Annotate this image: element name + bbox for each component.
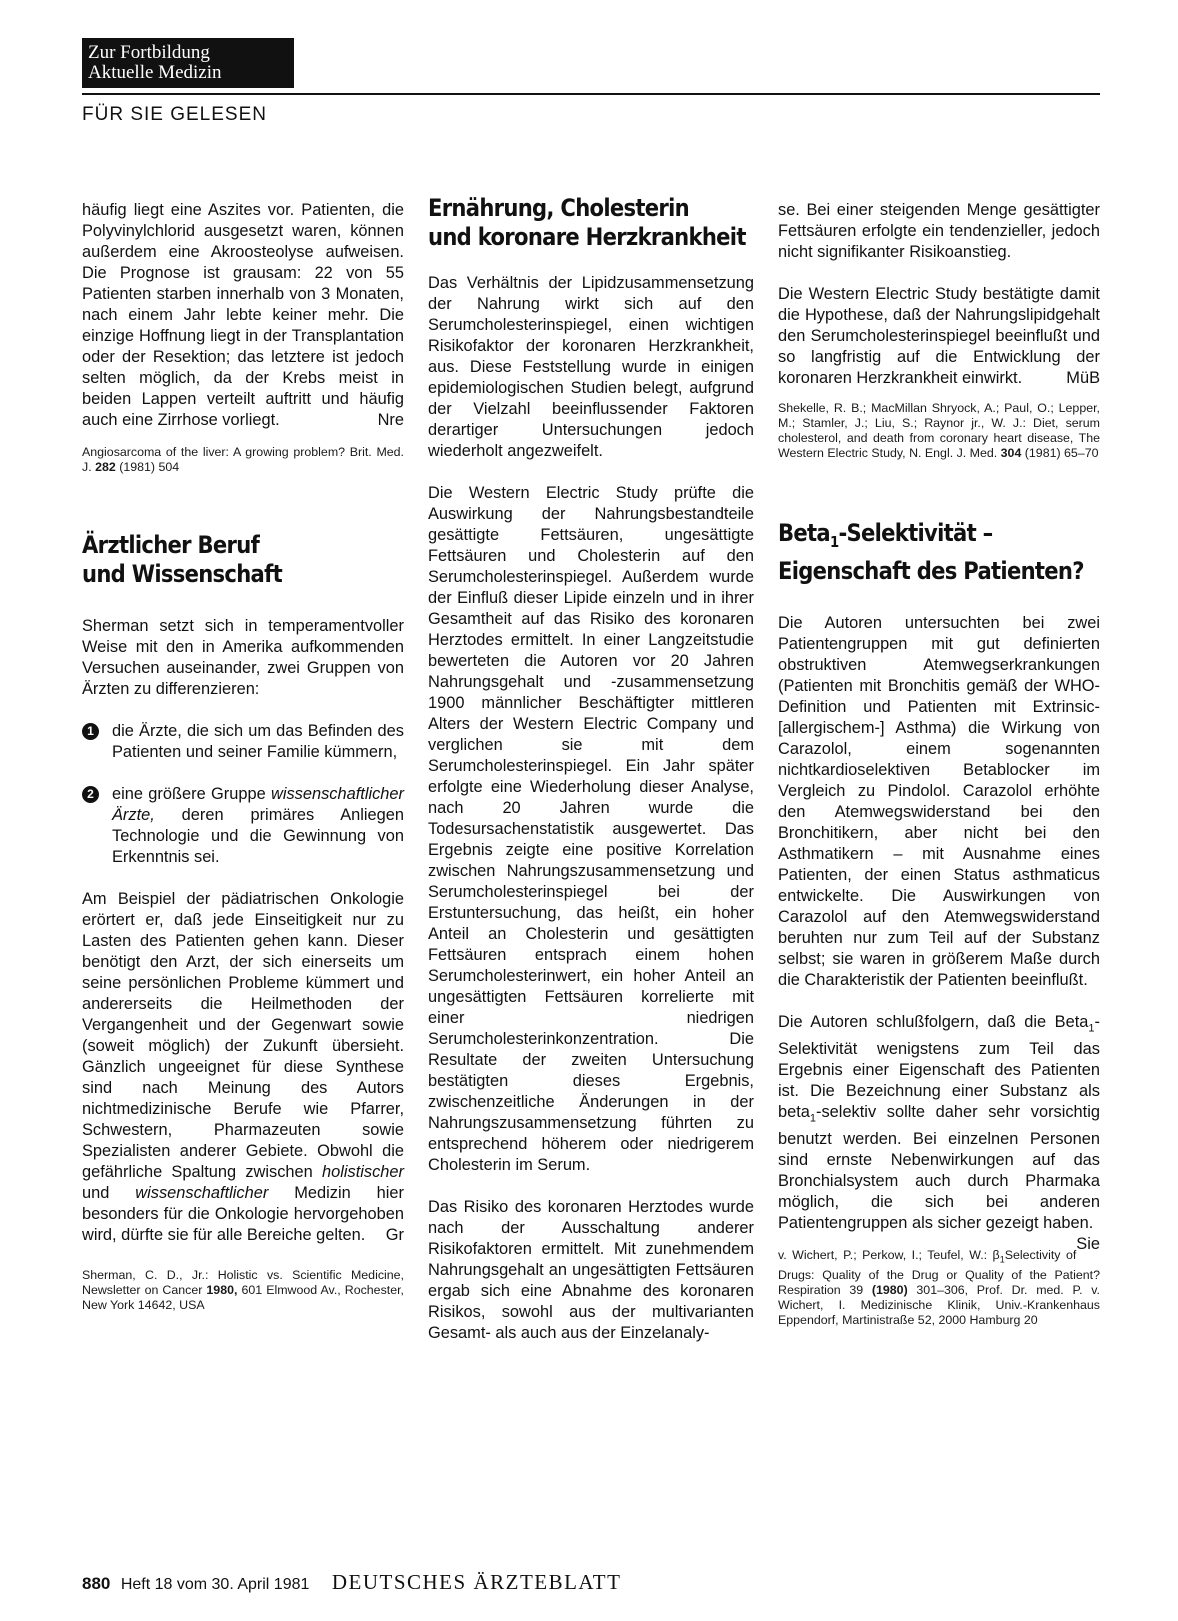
- article-text: Die Western Electric Study prüfte die Auswirkung der Nahrungsbestandteile gesättigte Fettsäuren, ungesättigte Fettsäuren und Cholesterin auf den Serumcholesterinspiegel. Außerdem wurde der Einfluß dieser Lipide einzeln und in ihrer Gesamtheit auf das Risiko des koronaren Herztodes ermittelt. In einer Langzeitstudie bewerteten die Autoren vor 20 Jahren Nahrungsgehalt und -zusammensetzung 1900 männlicher Beschäftigter mittleren Alters der Western Electric Company und verglichen sie mit dem Serumcholesterinspiegel. Ein Jahr später erfolgte eine Wiederholung dieser Analyse, nach 20 Jahren wurde die Todesursachenstatistik ausgewertet. Das Ergebnis zeigte eine positive Korrelation zwischen Nahrungszusammensetzung und Serumcholesterinspiegel bei der Erstuntersuchung, das heißt, ein hoher Anteil an Cholesterin und gesättigten Fettsäuren entsprach einem hohen Serumcholesterinwert, ein hoher Anteil an ungesättigten Fettsäuren korrelierte mit einer niedrigen Serumcholesterinkonzentration. Die Resultate der zweiten Untersuchung bestätigten dieses Ergebnis, zwischenzeitliche Änderungen in der Nahrungszusammensetzung führten zu entsprechend höherem oder niedrigerem Cholesterin im Serum.: [428, 484, 754, 1174]
- journal-name: DEUTSCHES ÄRZTEBLATT: [331, 1570, 622, 1594]
- article-text: Die Autoren untersuchten bei zwei Patientengruppen mit gut definierten obstruktiven Atemwegserkrankungen (Patienten mit Bronchitis gemäß der WHO-Definition und Patienten mit Extrinsic-[allergischem-] Asthma) die Wirkung von Carazolol, einem sogenannten nichtkardioselektiven Betablocker im Vergleich zu Pindolol. Carazolol erhöhte den Atemwegswiderstand bei den Bronchitikern, aber nicht bei den Asthmatikern – mit Ausnahme eines Patienten, der einen Status asthmaticus entwickelte. Die Auswirkungen von Carazolol auf den Atemwegswiderstand beruhten nur zum Teil auf der Substanz selbst; sie waren in größerem Maße durch die Charakteristik der Patienten beeinflußt.: [778, 613, 1100, 989]
- reference: Sherman, C. D., Jr.: Holistic vs. Scientific Medicine, Newsletter on Cancer 1980, 601 Elmwood Av., Rochester, New York 14642, USA: [82, 1268, 404, 1312]
- list-item-text: die Ärzte, die sich um das Befinden des Patienten und seiner Familie kümmern,: [112, 722, 404, 761]
- reference: Angiosarcoma of the liver: A growing problem? Brit. Med. J. 282 (1981) 504: [82, 445, 404, 474]
- reference: v. Wichert, P.; Perkow, I.; Teufel, W.: $\beta_1Selectivity$ of Drugs: Quality of the Drug or Quality of the Patient? Respiration 39 (1980) 301–306, Prof. Dr. med. P. v. Wichert, I. Medizinische Klinik, Univ.-Krankenhaus Eppendorf, Martinistraße 52, 2000 Hamburg 20: [778, 1248, 1100, 1327]
- list-item: [82, 784, 404, 868]
- article-text: Sherman setzt sich in temperamentvoller Weise mit den in Amerika aufkommenden Versuchen auseinander, zwei Gruppen von Ärzten zu differenzieren:: [82, 617, 404, 698]
- column-1: [82, 200, 404, 1313]
- section-label-line2: Aktuelle Medizin: [88, 62, 222, 83]
- author-initials: Sie: [1076, 1235, 1100, 1254]
- section-label-line1: Zur Fortbildung: [88, 42, 210, 63]
- article-text: Das Verhältnis der Lipidzusammensetzung der Nahrung wirkt sich auf den Serumcholesterinspiegel, einen wichtigen Risikofaktor der koronaren Herzkrankheit, aus. Diese Feststellung wurde in einigen epidemiologischen Studien belegt, aufgrund der Vielzahl beeinflussender Faktoren derartiger Untersuchungen jedoch wiederholt angezweifelt.: [428, 274, 754, 460]
- page-number: 880: [82, 1574, 111, 1593]
- article-headline: Ärztlicher Beruf und Wissenschaft: [82, 531, 282, 588]
- bullet-number-1: 1: [82, 723, 99, 740]
- author-initials: MüB: [1066, 369, 1100, 387]
- column-2: [428, 194, 754, 1344]
- section-label: [82, 38, 294, 88]
- bullet-number-2: 2: [82, 786, 99, 803]
- article-text: Das Risiko des koronaren Herztodes wurde nach der Ausschaltung anderer Risikofaktoren ermittelt. Mit zunehmendem Nahrungsgehalt an ungesättigten Fettsäuren ergab sich eine Abnahme des koronaren Risikos, sowohl aus der multivarianten Gesamt- als auch aus der Einzelanaly-: [428, 1198, 754, 1342]
- column-3: [778, 200, 1100, 1328]
- kicker: FÜR SIE GELESEN: [82, 104, 267, 125]
- header-rule: [82, 93, 1100, 95]
- article-text: häufig liegt eine Aszites vor. Patienten, die Polyvinylchlorid ausgesetzt waren, können außerdem eine Akroosteolyse aufweisen. Die Prognose ist grausam: 22 von 55 Patienten starben innerhalb von 3 Monaten, nach einem Jahr lebte keiner mehr. Die einzige Hoffnung liegt in der Transplantation oder der Resektion; das letztere ist jedoch selten möglich, da der Krebs meist in beiden Lappen verteilt auftritt und häufig auch eine Zirrhose vorliegt. Nre: [82, 201, 404, 429]
- article-headline: Ernährung, Cholesterin und koronare Herzkrankheit: [428, 194, 746, 251]
- list-item: [82, 721, 404, 763]
- article-text: se. Bei einer steigenden Menge gesättigter Fettsäuren erfolgte ein tendenzieller, jedoch nicht signifikanter Risikoanstieg.: [778, 201, 1100, 261]
- author-initials: Gr: [385, 1226, 404, 1244]
- author-initials: Nre: [377, 411, 404, 429]
- article-headline: Beta$_1$-Selektivität – Eigenschaft des Patienten?: [778, 519, 1084, 585]
- article-text: Die Autoren schlußfolgern, daß die Beta$_1$-Selektivität wenigstens zum Teil das Ergebnis einer Eigenschaft des Patienten ist. Die Bezeichnung einer Substanz als beta$_1$-selektiv sollte daher sehr vorsichtig benutzt werden. Bei einzelnen Personen sind ernste Nebenwirkungen auf das Bronchialsystem auch durch Pharmaka möglich, die sich bei anderen Patientengruppen als sicher gezeigt haben. Sie: [778, 1012, 1100, 1254]
- issue-date: Heft 18 vom 30. April 1981: [120, 1576, 310, 1593]
- page-footer: [82, 1570, 621, 1595]
- reference: Shekelle, R. B.; MacMillan Shryock, A.; Paul, O.; Lepper, M.; Stamler, J.; Liu, S.; Raynor jr., W. J.: Diet, serum cholesterol, and death from coronary heart disease, The Western Electric Study, N. Engl. J. Med. 304 (1981) 65–70: [778, 401, 1100, 460]
- article-text: Am Beispiel der pädiatrischen Onkologie erörtert er, daß jede Einseitigkeit nur zu Lasten des Patienten gehen kann. Dieser benötigt den Arzt, der sich einerseits um seine persönlichen Probleme kümmert und andererseits die Heilmethoden der Vergangenheit und der Gegenwart sowie (soweit möglich) der Zukunft übersieht. Gänzlich ungeeignet für diese Synthese sind nach Meinung des Autors nichtmedizinische Berufe wie Pfarrer, Schwestern, Pharmazeuten sowie Spezialisten anderer Gebiete. Obwohl die gefährliche Spaltung zwischen holistischer und wissenschaftlicher Medizin hier besonders für die Onkologie hervorgehoben wird, dürfte sie für alle Bereiche gelten. Gr: [82, 890, 404, 1244]
- article-text: Die Western Electric Study bestätigte damit die Hypothese, daß der Nahrungslipidgehalt den Serumcholesterinspiegel beeinflußt und so langfristig auf die Entwicklung der koronaren Herzkrankheit einwirkt. MüB: [778, 285, 1100, 387]
- list-item-text: eine größere Gruppe wissenschaftlicher Ärzte, deren primäres Anliegen Technologie und die Gewinnung von Erkenntnis sei.: [112, 785, 404, 866]
